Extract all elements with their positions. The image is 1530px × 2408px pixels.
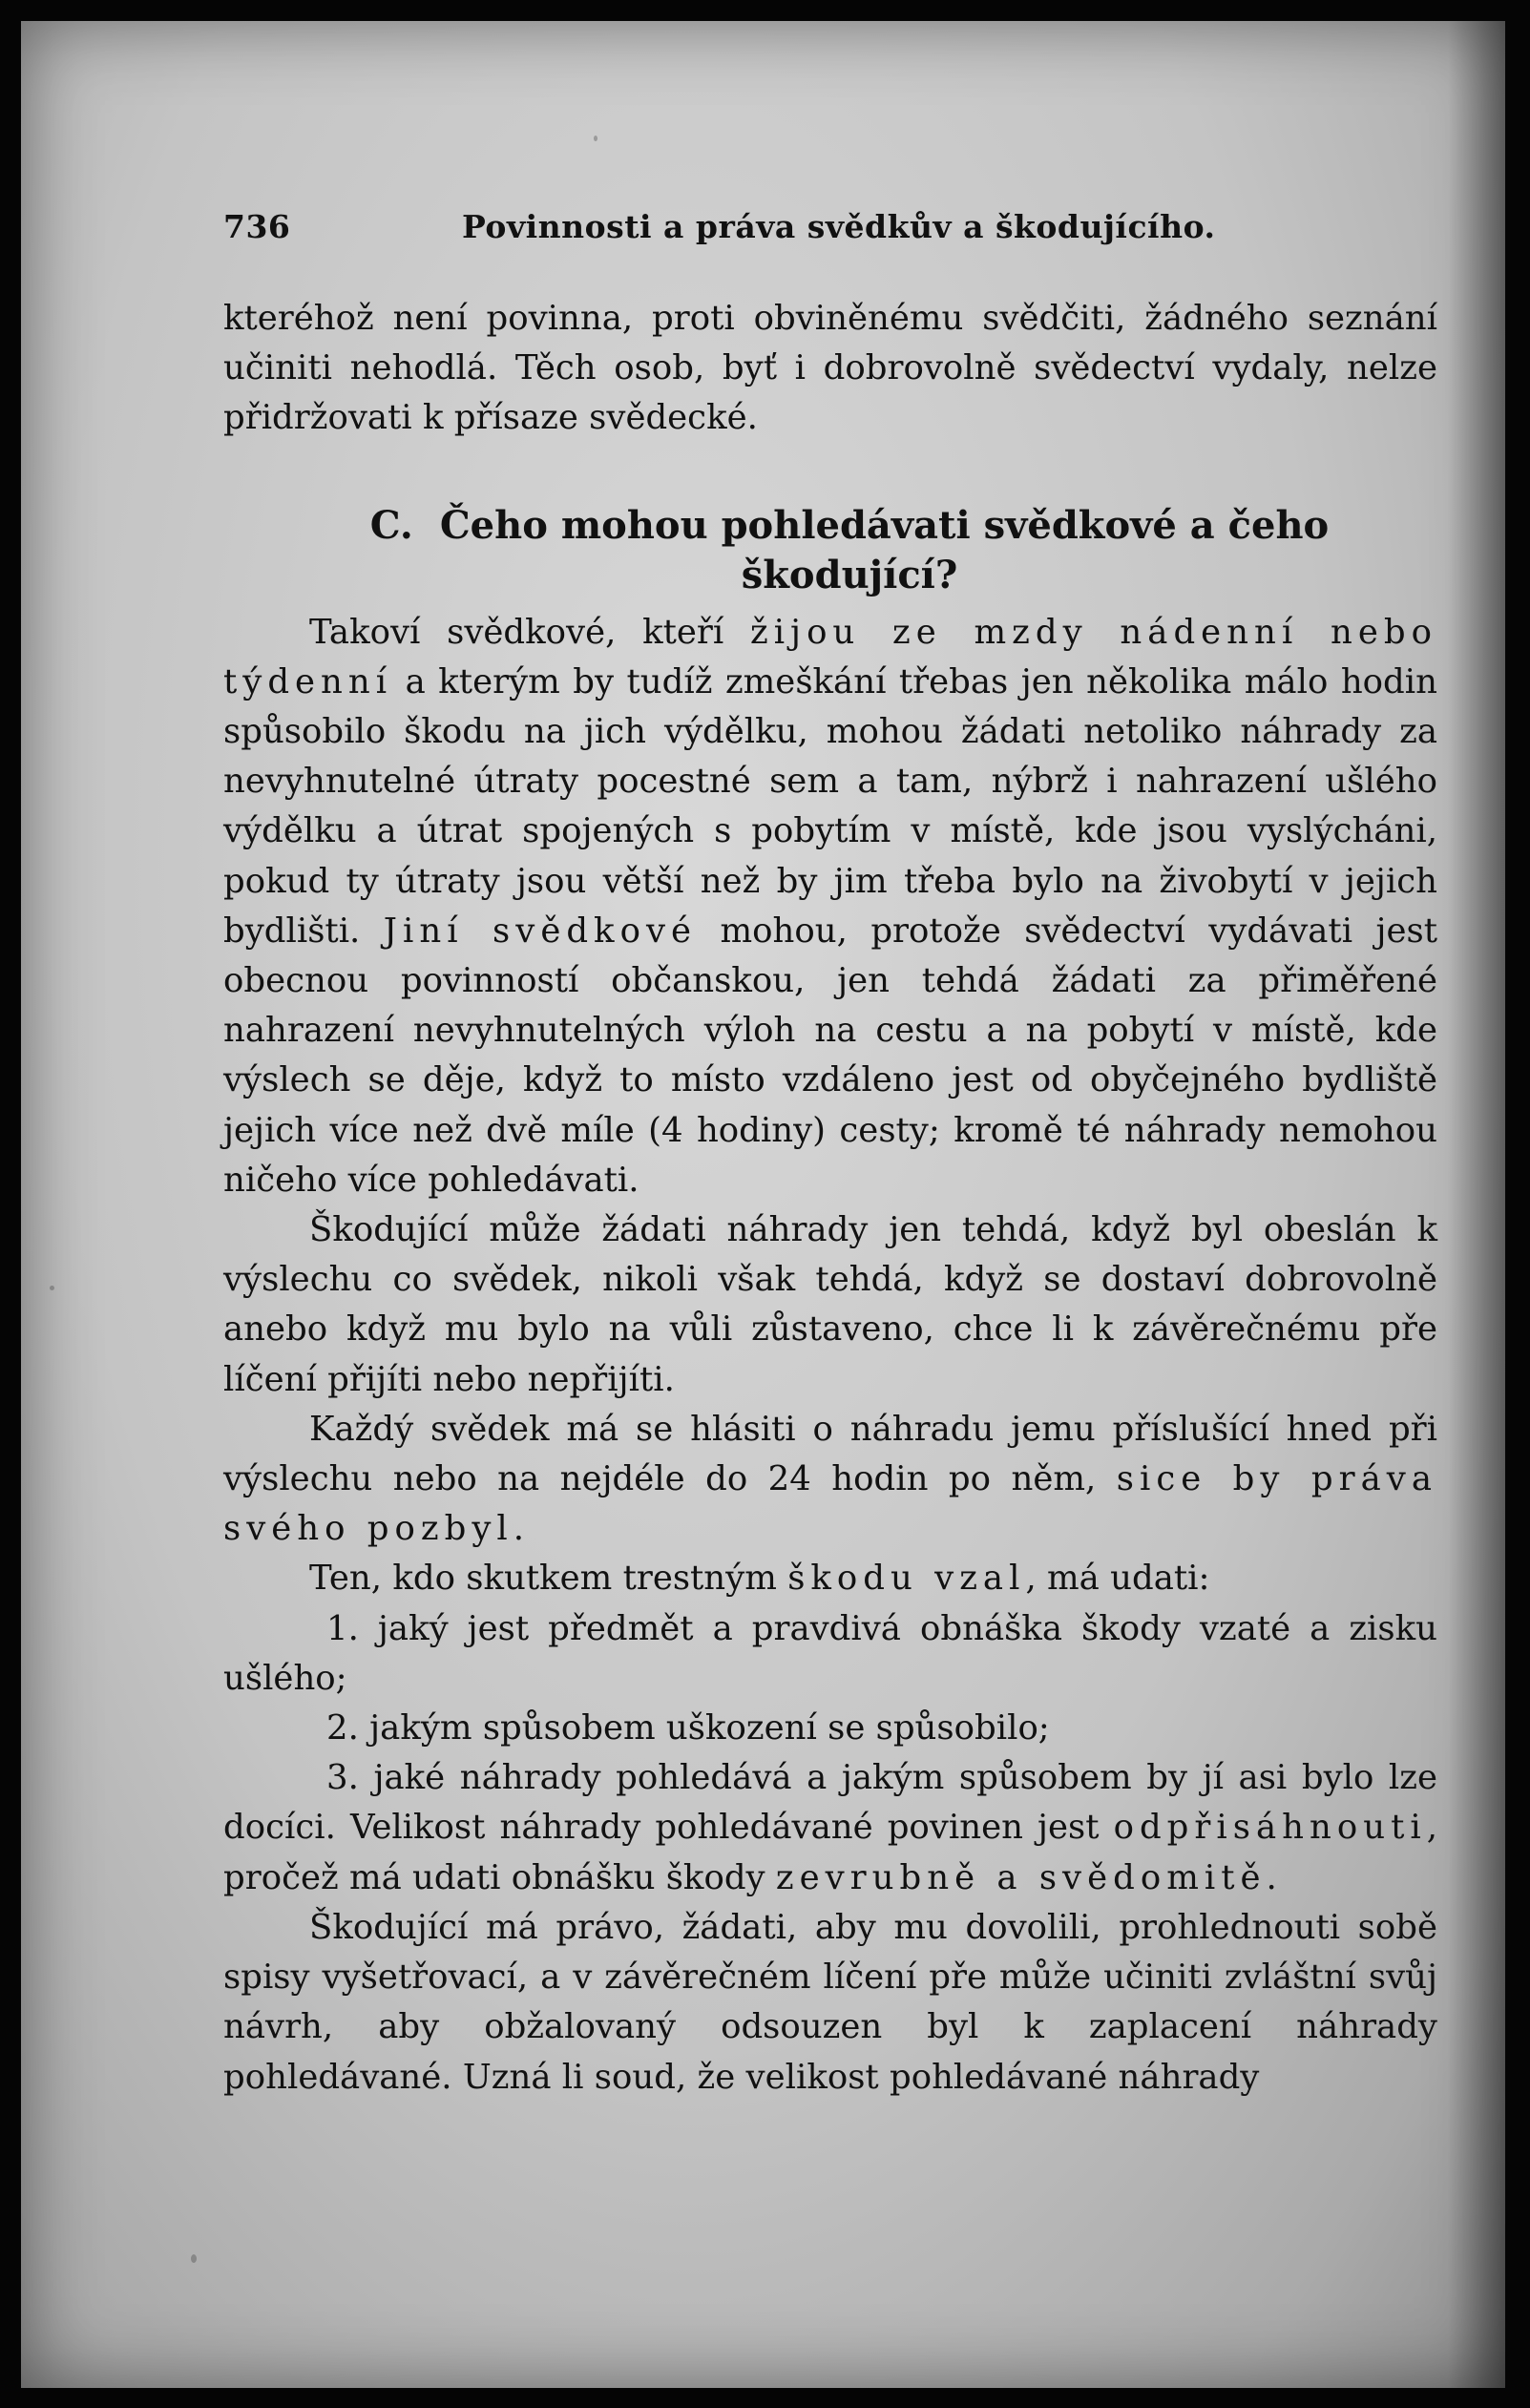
text-run: , pročež má udati obnášku škody — [223, 1808, 1437, 1897]
page-number: 736 — [223, 208, 291, 245]
section-heading — [223, 501, 1437, 600]
list-item — [223, 1753, 1437, 1903]
ink-spot — [191, 2254, 197, 2263]
emphasis-text: zevrubně a svědomitě — [775, 1857, 1267, 1897]
continuation-paragraph: kteréhož není povinna, proti obviněnému svědčiti, žádného seznání učiniti nehodlá. Těch osob, byť i dobrovolně svědectví vydaly, nelze přidržovati k přísaze svědecké. — [223, 299, 1437, 438]
page-body — [223, 294, 1437, 2103]
running-title: Povinnosti a práva svědkův a škodujícího. — [462, 208, 1216, 245]
text-run: a kterým by tudíž zmeškání třebas jen několika málo hodin spůsobilo škodu na jich výdělku, mohou žádati netoliko náhrady za nevyhnutelné útraty pocestné sem a tam, nýbrž i nahrazení ušlého výdělku a útrat spojených s pobytím v místě, kde jsou vyslýcháni, pokud ty útraty jsou větší než by jim třeba bylo na živobytí v jejich bydlišti. — [223, 661, 1437, 951]
paragraph-injured-party: Škodující může žádati náhrady jen tehdá, když byl obeslán k výslechu co svědek, nikoli však tehdá, když se dostaví dobrovolně anebo když mu bylo na vůli zůstaveno, chce li k závěrečnému pře líčení přijíti nebo nepřijíti. — [223, 1210, 1437, 1399]
book-page — [21, 21, 1505, 2388]
paragraph-case-files: Škodující má právo, žádati, aby mu dovolili, prohlednouti sobě spisy vyšetřovací, a v závěrečném líčení pře může učiniti zvláštní svůj návrh, aby obžalovaný odsouzen byl k zaplacení náhrady pohledávané. Uzná li soud, že velikost pohledávané náhrady — [223, 1907, 1437, 2097]
ink-spot — [50, 1286, 54, 1290]
emphasis-text: škodu vzal — [787, 1559, 1026, 1599]
list-item: 1. jaký jest předmět a pravdivá obnáška škody vzaté a zisku ušlého; — [223, 1608, 1437, 1698]
section-letter: C. — [369, 502, 413, 548]
emphasis-text: sice by práva svého pozbyl. — [223, 1459, 1437, 1549]
text-run: . — [1266, 1857, 1277, 1897]
text-run: 3. jaké náhrady pohledává a jakým spůsobem by jí asi bylo lze docíci. — [223, 1758, 1437, 1848]
ink-spot — [594, 136, 597, 141]
section-title: Čeho mohou pohledávati svědkové a čeho škodující? — [439, 502, 1330, 597]
emphasis-text: žijou ze mzdy nádenní nebo týdenní — [223, 612, 1437, 701]
paragraph-claim-deadline — [223, 1405, 1437, 1555]
text-run: Ten, kdo skutkem trestným — [309, 1559, 788, 1599]
paragraph-witness-compensation — [223, 608, 1437, 1205]
text-run: Velikost náhrady pohledávané povinen jest — [349, 1808, 1114, 1848]
list-item: 2. jakým spůsobem uškození se spůsobilo; — [326, 1708, 1050, 1748]
text-run: Každý svědek má se hlásiti o náhradu jemu příslušící hned při výslechu nebo na nejdéle do 24 hodin po něm, — [223, 1409, 1437, 1499]
text-run: mohou, protože svědectví vydávati jest obecnou povinností občanskou, jen tehdá žádati za přiměřené nahrazení nevyhnutelných výloh na cestu a na pobytí v místě, kde výslech se děje, když to místo vzdáleno jest od obyčejného bydliště jejich více než dvě míle (4 hodiny) cesty; kromě té náhrady nemohou ničeho více pohledávati. — [223, 911, 1438, 1200]
text-run: , má udati: — [1025, 1559, 1210, 1599]
emphasis-text: Jiní svědkové — [383, 911, 698, 951]
text-run: Takoví svědkové, kteří — [309, 612, 750, 652]
emphasis-text: odpřisáhnouti — [1113, 1808, 1427, 1848]
paragraph-damage-statement — [223, 1554, 1437, 1603]
